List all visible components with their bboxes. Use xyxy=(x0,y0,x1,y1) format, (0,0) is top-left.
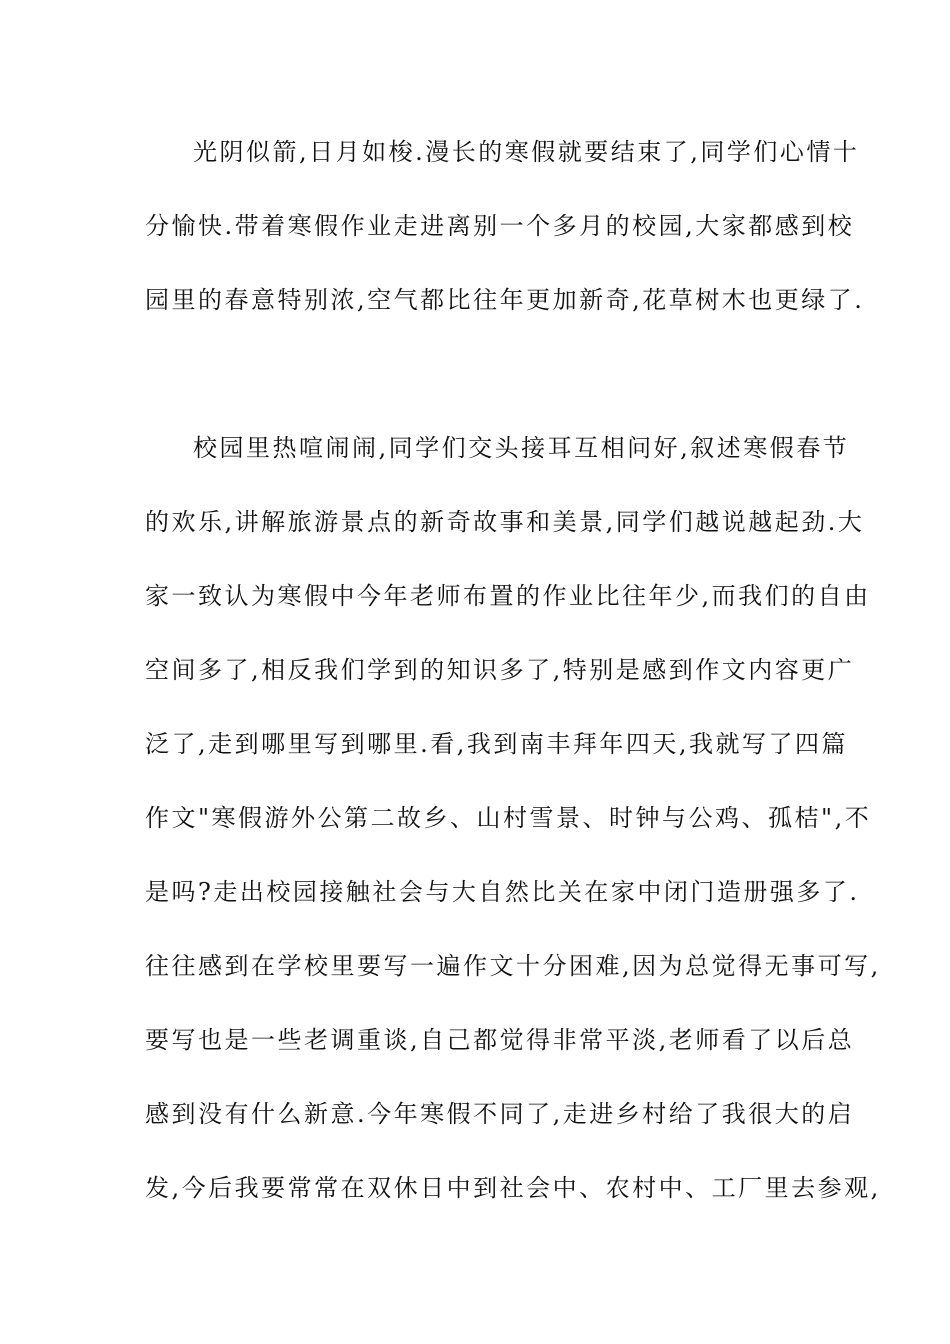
paragraph-2-line-4: 空间多了,相反我们学到的知识多了,特别是感到作文内容更广 xyxy=(145,656,855,684)
paragraph-2-line-7: 是吗?走出校园接触社会与大自然比关在家中闭门造册强多了. xyxy=(145,878,860,906)
paragraph-2-line-11: 发,今后我要常常在双休日中到社会中、农村中、工厂里去参观, xyxy=(145,1174,881,1202)
paragraph-2-line-1: 校园里热喧闹闹,同学们交头接耳互相问好,叙述寒假春节 xyxy=(193,434,850,462)
paragraph-1-line-2: 分愉快.带着寒假作业走进离别一个多月的校园,大家都感到校 xyxy=(145,212,855,240)
paragraph-2-line-3: 家一致认为寒假中今年老师布置的作业比往年少,而我们的自由 xyxy=(145,582,871,610)
paragraph-1-line-1: 光阴似箭,日月如梭.漫长的寒假就要结束了,同学们心情十 xyxy=(193,138,860,166)
paragraph-2-line-2: 的欢乐,讲解旅游景点的新奇故事和美景,同学们越说越起劲.大 xyxy=(145,508,865,536)
paragraph-1-line-3: 园里的春意特别浓,空气都比往年更加新奇,花草树木也更绿了. xyxy=(145,286,865,314)
paragraph-2-line-8: 往往感到在学校里要写一遍作文十分困难,因为总觉得无事可写, xyxy=(145,952,881,980)
paragraph-2-line-9: 要写也是一些老调重谈,自己都觉得非常平淡,老师看了以后总 xyxy=(145,1026,855,1054)
paragraph-2-line-5: 泛了,走到哪里写到哪里.看,我到南丰拜年四天,我就写了四篇 xyxy=(145,730,849,758)
paragraph-2-line-6: 作文"寒假游外公第二故乡、山村雪景、时钟与公鸡、孤桔",不 xyxy=(145,804,872,832)
paragraph-2-line-10: 感到没有什么新意.今年寒假不同了,走进乡村给了我很大的启 xyxy=(145,1100,855,1128)
